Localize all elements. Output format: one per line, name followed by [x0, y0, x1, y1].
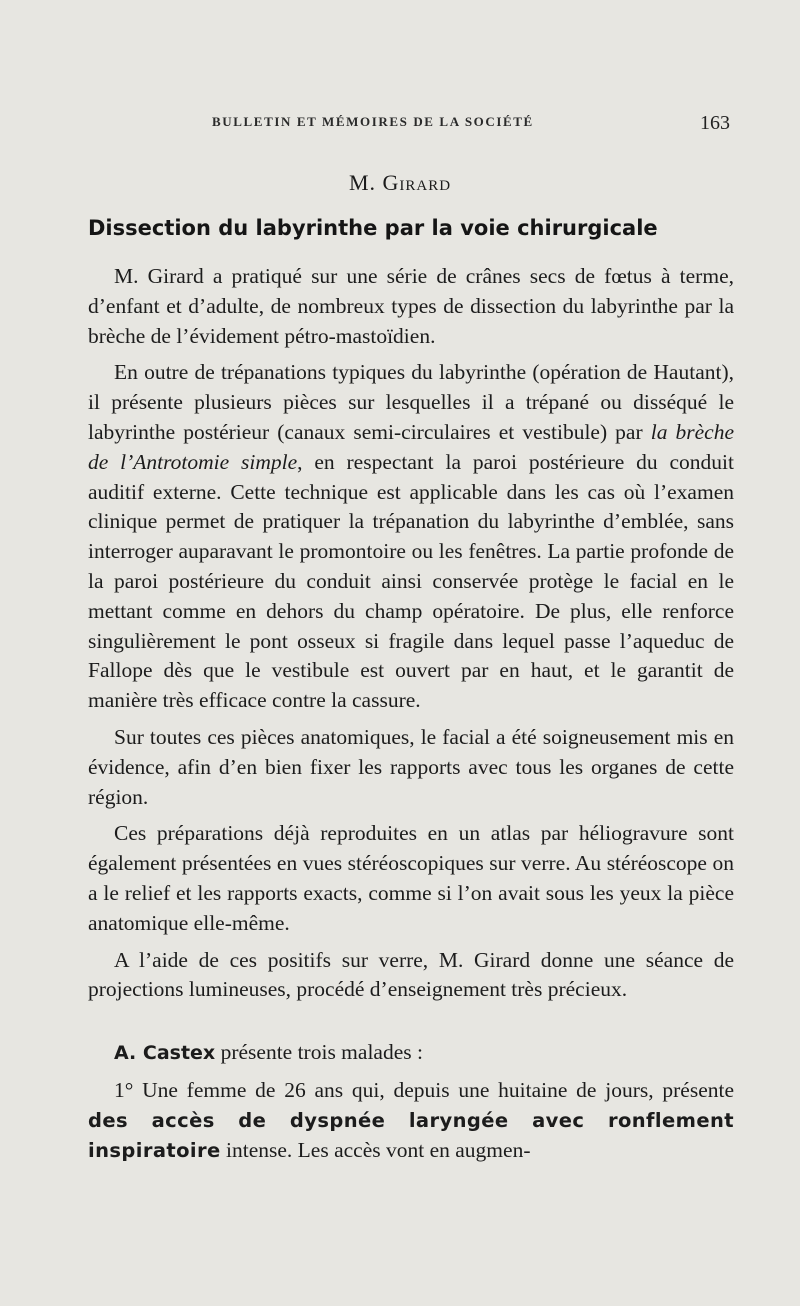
paragraph — [88, 358, 734, 716]
paragraph: Ces préparations déjà reproduites en un atlas par héliogravure sont également présentées en vues stéréoscopiques sur verre. Au stéréoscope on a le relief et les rapports exacts, comme si l’on avait sous les yeux la pièce anatomique elle-même. — [88, 821, 734, 935]
section-intro: présente trois malades : — [215, 1040, 423, 1065]
running-header: BULLETIN ET MÉMOIRES DE LA SOCIÉTÉ — [212, 114, 534, 129]
page-number: 163 — [700, 112, 730, 134]
italic-phrase: la brèche de l’Antrotomie simple — [88, 419, 735, 474]
paragraph-text: En outre de trépanations typiques du labyrinthe (opération de Hautant), il présente plusieurs pièces sur lesquelles il a trépané ou disséqué le labyrinthe postérieur (canaux semi-circulaires et vestibule) par — [88, 360, 734, 444]
article-author: M. Girard — [348, 170, 452, 195]
bold-phrase: des accès de dyspnée laryngée avec ronflement inspiratoire — [88, 1108, 734, 1162]
paragraph: A l’aide de ces positifs sur verre, M. Girard donne une séance de projections lumineuses, procédé d’enseignement très précieux. — [88, 947, 734, 1002]
paragraph-text: , en respectant la paroi postérieure du conduit auditif externe. Cette technique est applicable dans les cas où l’examen clinique permet de pratiquer la trépanation du labyrinthe d’emblée, sans interroger auparavant le promontoire ou les fenêtres. La partie profonde de la paroi postérieure du conduit ainsi conservée protège le facial en le mettant comme en dehors du champ opératoire. De plus, elle renforce singulièrement le pont osseux si fragile dans lequel passe l’aqueduc de Fallope dès que le vestibule est ouvert par en haut, et le garantit de manière très efficace contre la cassure. — [88, 449, 734, 713]
paragraph: M. Girard a pratiqué sur une série de crânes secs de fœtus à terme, d’enfant et d’adulte, de nombreux types de dissection du labyrinthe par la brèche de l’évidement pétro-mastoïdien. — [88, 264, 734, 348]
section-heading — [88, 1038, 734, 1069]
paragraph: Sur toutes ces pièces anatomiques, le facial a été soigneusement mis en évidence, afin d’en bien fixer les rapports avec tous les organes de cette région. — [88, 724, 734, 809]
paragraph-text: 1° Une femme de 26 ans qui, depuis une huitaine de jours, présente — [114, 1077, 734, 1102]
article-body — [88, 262, 734, 1165]
paragraph — [88, 1076, 734, 1165]
paragraph-text: intense. Les accès vont en augmen- — [220, 1137, 531, 1162]
article-title: Dissection du labyrinthe par la voie chirurgicale — [88, 216, 658, 240]
speaker-name: A. Castex — [114, 1042, 216, 1065]
